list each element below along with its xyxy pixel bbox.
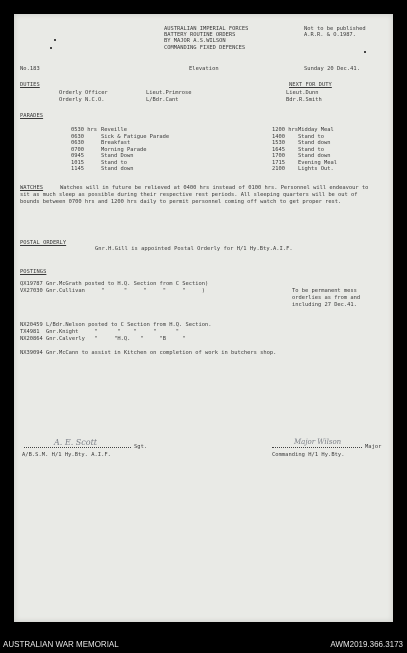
- postal-text: Gnr.H.Gill is appointed Postal Orderly for H/1 Hy.Bty.A.I.F.: [95, 246, 293, 252]
- parade-time: 0945: [71, 153, 84, 159]
- footer-institution: AUSTRALIAN WAR MEMORIAL: [3, 640, 119, 649]
- parade-time: 0530 hrs: [71, 127, 97, 133]
- next-for-duty-heading: NEXT FOR DUTY: [289, 82, 332, 88]
- order-date: Sunday 20 Dec.41.: [304, 66, 361, 72]
- parade-event: Morning Parade: [101, 146, 147, 153]
- parade-time: 1715: [272, 159, 285, 166]
- parade-event: Stand down: [101, 166, 134, 172]
- order-number: No.183: [20, 66, 40, 72]
- punch-mark: [364, 51, 366, 53]
- duty-next: Bdr.R.Smith: [286, 97, 322, 103]
- left-signature: A. E. Scott: [54, 438, 97, 447]
- right-signature: Major Wilson: [294, 438, 342, 446]
- watches-text: Watches will in future be relieved at 0400 hrs instead of 0100 hrs. Personnel will endeavour to sit as much sleep as possible during their respective rest periods. All sleeping quarters will be out of bounds between 0700 hrs and 1200 hrs daily to permit personnel coming off watch to get proper rest.: [20, 185, 369, 205]
- duty-role: Orderly Officer: [59, 90, 108, 96]
- parade-time: 0700: [71, 146, 84, 153]
- parade-event: Sick & Fatigue Parade: [101, 133, 170, 140]
- right-signatory-title: Commanding H/1 Hy.Bty.: [272, 452, 345, 458]
- parade-event: Lights Out.: [298, 166, 334, 172]
- parade-time: 1015: [71, 159, 84, 166]
- parade-event: Reveille: [101, 127, 127, 133]
- right-rank: Major: [365, 444, 382, 450]
- posting-line: NX39094 Gnr.McCann to assist in Kitchen on completion of work in butchers shop.: [20, 350, 277, 356]
- parade-event: Stand down: [298, 140, 331, 146]
- parade-event: Evening Meal: [298, 159, 337, 166]
- parade-event: Stand to: [298, 146, 324, 153]
- title-line: COMMANDING FIXED DEFENCES: [164, 44, 246, 51]
- duty-name: Lieut.Primrose: [146, 90, 192, 96]
- parade-time: 1700: [272, 153, 285, 159]
- footer-accession-number: AWM2019.366.3173: [330, 640, 403, 649]
- duty-name: L/Bdr.Cant: [146, 97, 179, 103]
- posting-note: To be permanent mess: [292, 288, 357, 294]
- parade-time: 0630: [71, 133, 84, 140]
- title-line: BATTERY ROUTINE ORDERS: [164, 32, 236, 39]
- parade-event: Breakfast: [101, 140, 131, 146]
- parade-time: 1200 hrs: [272, 127, 298, 133]
- parade-event: Midday Meal: [298, 127, 334, 133]
- parade-time: 0630: [71, 140, 84, 146]
- parade-event: Stand Down: [101, 153, 134, 159]
- parade-time: 1145: [71, 166, 84, 172]
- left-rank: Sgt.: [134, 444, 148, 450]
- note-line: A.R.R. & O.1987.: [304, 32, 356, 39]
- publication-note: [304, 26, 366, 38]
- watches-heading: WATCHES: [20, 185, 44, 191]
- parade-time: 2100: [272, 166, 285, 172]
- parade-time: 1530: [272, 140, 285, 146]
- posting-line: TX4981 Gnr.Knight " " " " ": [20, 329, 180, 335]
- parade-time: 1645: [272, 146, 285, 153]
- signature-line: [272, 447, 362, 448]
- punch-mark: [50, 47, 52, 49]
- postal-heading: POSTAL ORDERLY: [20, 240, 67, 246]
- location: Elevation: [189, 66, 219, 72]
- parade-event: Stand down: [298, 153, 331, 159]
- duty-next: Lieut.Dunn: [286, 90, 319, 96]
- posting-note: orderlies as from and: [292, 295, 361, 301]
- document-title: [164, 26, 248, 51]
- title-line: AUSTRALIAN IMPERIAL FORCES: [164, 26, 249, 32]
- posting-line: VX27030 Gnr.Cullivan " " " " " ): [20, 288, 205, 294]
- note-line: Not to be published: [304, 26, 366, 32]
- posting-line: NX20459 L/Bdr.Nelson posted to C Section from H.Q. Section.: [20, 322, 212, 328]
- posting-note: including 27 Dec.41.: [292, 302, 357, 308]
- left-signatory-title: A/B.S.M. H/1 Hy.Bty. A.I.F.: [22, 452, 111, 458]
- parade-event: Stand to: [101, 159, 127, 166]
- duties-heading: DUTIES: [20, 82, 40, 88]
- punch-mark: [54, 39, 56, 41]
- posting-line: NX20864 Gnr.Calverly " "H.Q. " "B ": [20, 336, 186, 342]
- parade-time: 1400: [272, 133, 285, 140]
- posting-line: QX19787 Gnr.McGrath posted to H.Q. Section from C Section): [20, 281, 209, 287]
- duty-role: Orderly N.C.O.: [59, 97, 105, 103]
- parade-event: Stand to: [298, 133, 324, 140]
- document-page: [14, 14, 393, 622]
- title-line: BY MAJOR A.S.WILSON: [164, 38, 226, 45]
- parades-heading: PARADES: [20, 113, 44, 119]
- postings-heading: POSTINGS: [20, 269, 47, 275]
- signature-line: [24, 447, 131, 448]
